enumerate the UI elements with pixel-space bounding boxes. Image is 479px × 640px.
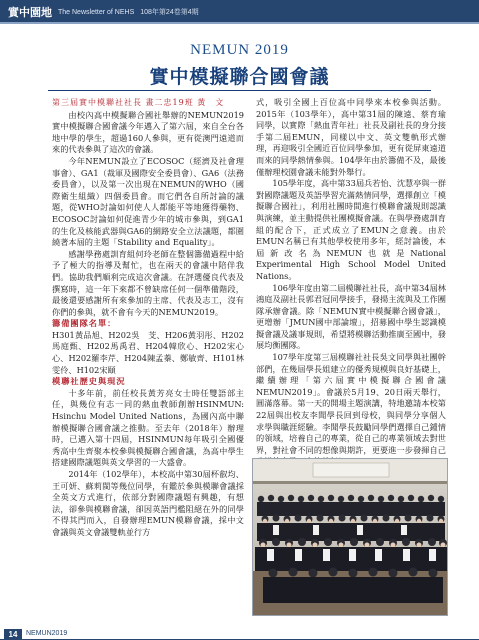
- body-paragraph: 106學年度由第二屆模聯社社長，高中第34屆林鴻庭及副社長郭君冠同學接手，發揚主流與及工作團隊承辦會議。除「NEMUN實中模擬聯合國會議」，更增辦「JMUN國中部論壇」，招募國中學生認識模擬會議及議事規則，希望將模聯活動推廣至國中，發展均衡團隊。: [256, 282, 446, 351]
- page-header: [0, 0, 479, 22]
- staff-list: H301黃品旭、H202吳 芠、H206黃羽彤、H202馬庭甄、H202馬禹君、H204韓欣心、H202宋心心、H202羅李芹、H204陳孟蓁、鄭敏齊、H101林雯伶、H102宋頤: [52, 329, 244, 375]
- article-title-zh: 實中模擬聯合國會議: [149, 66, 330, 88]
- section-logo: 實中園地: [8, 6, 52, 19]
- article-title-en: NEMUN 2019: [190, 42, 289, 58]
- body-paragraph: 式，吸引全國上百位高中同學來本校參與活動。2015年（103學年），高中第31屆的陳遠、蔡育瑜同學，以實際「熱血青年社」社長及副社長的身分接手第二屆EMUN，同樣以中文、英文雙軌形式辦理，再迎吸引全國近百位同學參加，更有從屏東遠道而來的同學熱情參與。104學年由於籌備不及，最後僅辦理校園會議未能對外舉行。: [256, 97, 446, 177]
- page-number: 14: [4, 629, 22, 640]
- header-divider: [0, 22, 479, 24]
- body-paragraph: 今年NEMUN設立了ECOSOC（經濟及社會理事會）、GA1（裁軍及國際安全委員會）、GA6（法務委員會），以及第一次出現在NEMUN的WHO（國際衛生組織）四個委員會。而它們各自所討論的議題，從WHO討論如何使人人都能平等地獲得藥物、ECOSOC討論如何促進青少年的城市參與，到GA1的生化及核能武器與GA6的網路安全立法議題，都圍繞著本屆的主題「Stability and Equality」。: [52, 155, 244, 248]
- body-paragraph: 由校內高中模擬聯合國社舉辦的NEMUN2019實中模擬聯合國會議今年邁入了第六屆，來自全台各地中學的學生，超過160人參與，更有從澳門遠道而來的代表參與了這次的會議。: [52, 109, 244, 155]
- group-photo-icon: [253, 459, 448, 616]
- right-column: [256, 97, 446, 468]
- left-column: [52, 97, 244, 539]
- page-footer: [0, 629, 479, 640]
- issue-label: 108年第24卷第4期: [140, 9, 199, 16]
- body-paragraph: 十多年前，前任校長黃芳亮女士時任雙語部主任，與幾位有志一同的熱血教師創辦HSINMUN: Hsinchu Model United Nations，為國內高中聯辦模擬聯合國會議之推動。至去年（2018年）辦理時，已邁入第十四屆，HSINMUN每年吸引全國優秀高中生齊聚本校參與模擬聯合國會議，為高中學生搭建國際議題與英文學習的一大盛會。: [52, 387, 244, 468]
- footer-title: NEMUN2019: [26, 630, 68, 637]
- body-paragraph: 107學年度第三屆模聯社社長吳文同學與社團幹部們，在幾屆學長姐建立的優秀規模與良好基礎上，繼續辦理「第六屆實中模擬聯合國會議NEMUN2019」。會議於5月19、20日兩天舉行，圓滿落幕。第一天的開場主題演講，特地邀請本校第22屆與出校友李聞學長回到母校，與同學分享個人求學與職涯經驗。李聞學長鼓勵同學們選擇自己鍾情的領域，培養自己的專業，從自己的專業領域去對世界，對社會不同的想像與期許，更要進一步發揮自己: [256, 352, 446, 455]
- title-divider: [48, 90, 431, 91]
- staff-heading: 籌備團隊名單：: [52, 318, 117, 329]
- history-heading: 模聯社歷史與現況: [52, 376, 126, 387]
- body-paragraph: 感謝學務處訓育組何玲老師在整個籌備過程中給予了極大的指導及幫忙，也在兩天的會議中陪伴我們。協助我們順利完成這次會議。在評選優良代表及撰寫時，這一年下來都不曾缺席任何一個準備階段，最後還要感謝所有來參加的主席、代表及志工，沒有你們的參與，就不會有今天的NEMUN2019。: [52, 248, 244, 317]
- body-paragraph: 2014年（102學年），本校高中第30屆杯叡均、王可妍、蘇莉閩等幾位同學，有鑑於參與模聯會議採全英文方式進行，依部分對國際議題有興趣，有想法，卻參與模聯會議，卻因英語門檻阻絕在外的同學不得其門而入，自發辦理EMUN模聯會議，採中文會議與英文會議雙軌並行方: [52, 469, 244, 537]
- group-photo: [252, 458, 448, 616]
- author-line: 第三屆實中模聯社社長 畫二忠19班 黃 文: [52, 98, 225, 107]
- body-paragraph: 105學年度，高中第33屆兵若怡、沈慧亭與一群對國際議題及英語學習充滿熱情同學，選擇創立「模擬聯合國社」，利用社團時間進行模聯會議規則認識與演練，並主動提供社團模擬會議。在與學務處訓育組的配合下，正式成立了EMUN之意義。由於EMUN名稱已有其他學校使用多年，經討論後，本屆新改名為NEMUN也就是National Experimental High School Model United Nations。: [256, 178, 446, 281]
- newsletter-name: The Newsletter of NEHS: [58, 8, 135, 16]
